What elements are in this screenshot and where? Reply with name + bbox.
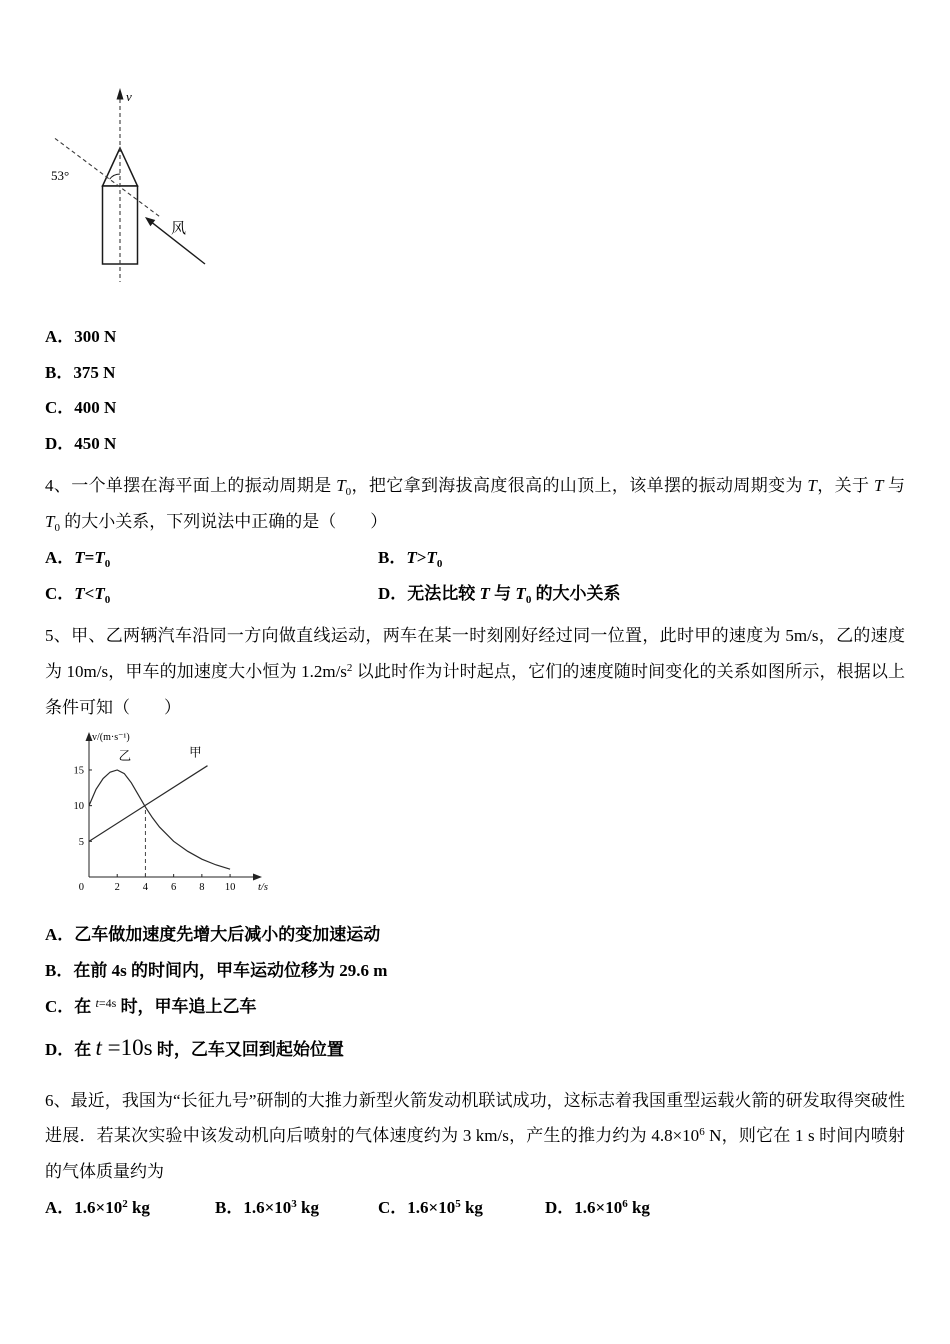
- wind-label: 风: [171, 221, 187, 237]
- rocket-wind-figure: [45, 84, 905, 301]
- option-letter: D．: [45, 1040, 75, 1060]
- option-text: $T>T_0$: [406, 547, 443, 570]
- option-text: 400 N: [74, 398, 117, 418]
- q6-option-b: [215, 1190, 378, 1226]
- rocket-wind-figure-svg: [45, 84, 280, 296]
- option-text: 无法比较 T 与 $T_0$ 的大小关系: [407, 584, 621, 607]
- option-letter: A．: [45, 327, 75, 346]
- x-tick-label: 8: [199, 882, 205, 894]
- option-letter: B．: [45, 362, 74, 382]
- y-tick-label: 10: [73, 801, 84, 813]
- option-letter: C．: [378, 1197, 408, 1217]
- question3-options: [45, 319, 905, 462]
- q5-option-a: [45, 917, 905, 953]
- series-curve-0: [89, 766, 208, 842]
- option-text: 300 N: [74, 327, 117, 346]
- wind-arrowhead-icon: [145, 217, 155, 226]
- y-tick-label: 15: [73, 765, 84, 777]
- option-text: $1.6\times 10^2$ kg: [74, 1197, 150, 1217]
- angle-label: 53°: [51, 168, 70, 183]
- q3-option-b: [45, 355, 905, 391]
- x-axis-title: t/s: [258, 882, 268, 894]
- q3-option-d: [45, 426, 905, 462]
- q5-option-d: [45, 1024, 905, 1072]
- option-text: 在 $^{t=4s}$ 时，甲车追上乙车: [74, 995, 257, 1016]
- origin-label: 0: [78, 882, 84, 894]
- option-text: 375 N: [73, 362, 116, 382]
- option-text: $1.6\times 10^6$ kg: [574, 1197, 650, 1217]
- question5-text: 5、甲、乙两辆汽车沿同一方向做直线运动，两车在某一时刻刚好经过同一位置，此时甲的速度为 5m/s，乙的速度为 10m/s，甲车的加速度大小恒为 $1.2m/s^2$ 以此时作为计时起点，它们的速度随时间变化的关系如图所示，根据以上条件可知（ ）: [45, 626, 906, 717]
- question4-text: 4、一个单摆在海平面上的振动周期是 $T_0$，把它拿到海拔高度很高的山顶上，该单摆的振动周期变为 T，关于 T 与 $T_0$ 的大小关系，下列说法中正确的是（ ）: [45, 475, 906, 534]
- option-text: 在 t =10s 时，乙车又回到起始位置: [74, 1035, 344, 1061]
- x-axis-arrowhead-icon: [253, 874, 262, 881]
- option-text: $T=T_0$: [74, 547, 111, 570]
- option-letter: A．: [45, 925, 75, 945]
- series-curve-1: [89, 770, 230, 869]
- option-letter: D．: [545, 1197, 575, 1217]
- q4-option-c: [45, 576, 378, 612]
- x-tick-label: 2: [114, 882, 120, 894]
- x-tick-label: 4: [142, 882, 149, 894]
- option-text: 450 N: [74, 434, 117, 454]
- option-text: $1.6\times 10^5$ kg: [407, 1197, 483, 1217]
- option-letter: B．: [378, 547, 407, 567]
- question6-text: 6、最近，我国为“长征九号”研制的大推力新型火箭发动机联试成功，这标志着我国重型运载火箭的研发取得突破性进展．若某次实验中该发动机向后喷射的气体速度约为 3 km/s，产生的推力约为 $4.8\times 10^6$ N，则它在 1 s 时间内喷射的气体质量约为: [45, 1090, 905, 1181]
- option-letter: D．: [45, 434, 75, 454]
- option-letter: C．: [45, 584, 75, 604]
- series-label-1: 乙: [118, 749, 132, 764]
- x-tick-label: 10: [224, 882, 236, 894]
- option-text: $T<T_0$: [74, 584, 111, 607]
- option-letter: D．: [378, 584, 408, 604]
- option-letter: C．: [45, 996, 75, 1016]
- q4-option-b: [378, 540, 905, 576]
- series-label-0: 甲: [189, 745, 202, 760]
- y-axis-title: v/(m·s⁻¹): [92, 732, 130, 744]
- option-letter: A．: [45, 547, 75, 567]
- option-text: $1.6\times 10^3$ kg: [243, 1197, 319, 1217]
- question4-options: [45, 540, 905, 612]
- q6-option-a: [45, 1190, 215, 1226]
- q5-option-c: [45, 989, 905, 1025]
- q3-option-a: [45, 319, 905, 355]
- q5-option-b: [45, 953, 905, 989]
- velocity-axis-label: v: [126, 89, 132, 104]
- q3-option-c: [45, 390, 905, 426]
- option-text: 乙车做加速度先增大后减小的变加速运动: [74, 925, 381, 945]
- question6-options: [45, 1190, 905, 1226]
- velocity-time-graph: [55, 729, 273, 897]
- option-letter: C．: [45, 398, 75, 418]
- axis-arrowhead-icon: [117, 88, 124, 100]
- x-tick-label: 6: [171, 882, 177, 894]
- option-letter: B．: [215, 1197, 244, 1217]
- question5-options: [45, 917, 905, 1072]
- option-letter: A．: [45, 1197, 75, 1217]
- rocket-nose-cone: [103, 148, 138, 186]
- q4-option-d: [378, 576, 905, 612]
- option-letter: B．: [45, 960, 74, 980]
- y-tick-label: 5: [78, 837, 84, 849]
- option-text: 在前 4s 的时间内，甲车运动位移为 29.6 m: [73, 960, 388, 980]
- q6-option-c: [378, 1190, 545, 1226]
- q4-option-a: [45, 540, 378, 576]
- q6-option-d: [545, 1190, 905, 1226]
